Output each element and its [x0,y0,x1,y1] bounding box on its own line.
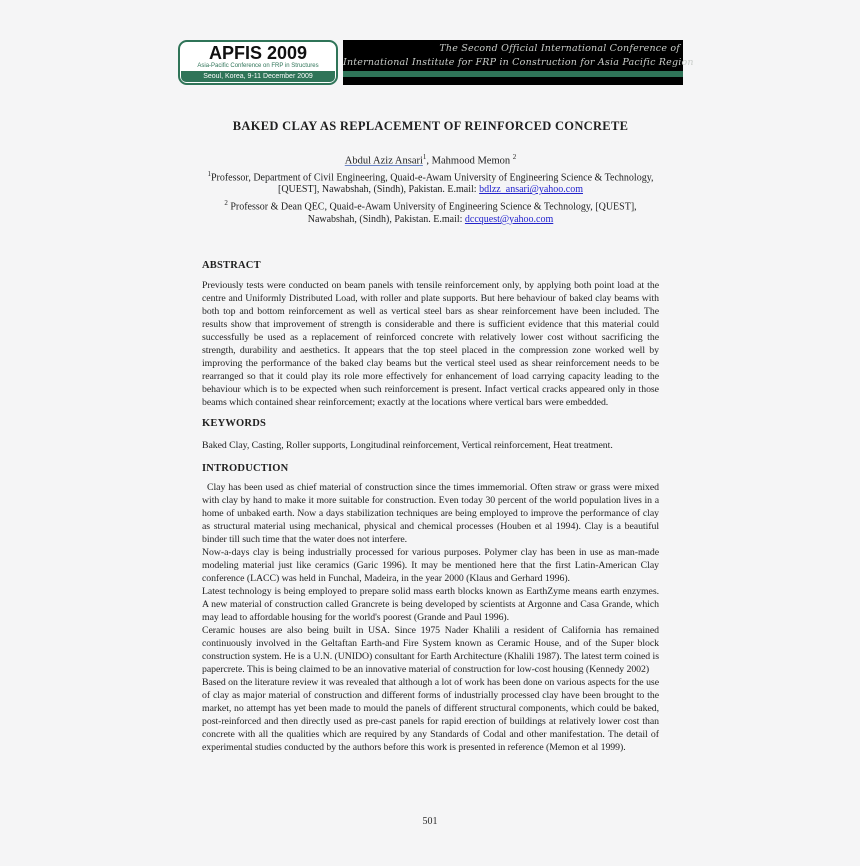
conference-banner-line1: The Second Official International Conference of [439,43,680,54]
keywords-list: Baked Clay, Casting, Roller supports, Longitudinal reinforcement, Vertical reinforcement, Heat treatment. [202,440,613,452]
introduction-paragraph-2: Now-a-days clay is being industrially processed for various purposes. Polymer clay has been in use as man-made modeling material just like ceramics (Garic 1996). It may be mentioned here that the first Latin-American Clay conference (LACC) was held in Funchal, Madeira, in the year 2000 (Klaus and Gerhard 1996). [202,547,659,585]
green-rule [343,71,683,77]
apfis-logo [178,40,338,85]
introduction-heading: INTRODUCTION [202,463,289,475]
introduction-paragraph-5: Based on the literature review it was revealed that although a lot of work has been done on various aspects for the use of clay as major material of construction and different forms of industrially processed clay have been brought to the market, no attempt has yet been made to mould the panels of different structural components, which could be baked, post-reinforced and then directly used as pre-cast panels for rapid erection of buildings at relatively lower cost than concrete with all the qualities which are required by any Standards of Codal and other manifestation. The detail of experimental studies conducted by the authors before this work is presented in reference (Memon et al 1999). [202,677,659,754]
author-1-superscript: 1 [422,153,427,161]
affiliation-2-email-link[interactable]: dccquest@yahoo.com [464,213,554,225]
paper-title: BAKED CLAY AS REPLACEMENT OF REINFORCED CONCRETE [232,119,629,133]
affiliation-1 [202,168,659,197]
introduction-paragraph-1: Clay has been used as chief material of construction since the times immemorial. Often straw or grass were mixed with clay by hand to make it more suitable for construction. Even today 30 percent of the world population lives in a home of unbaked earth. Now a days stabilization techniques are being employed to improve the performance of clay as structural material using mechanical, physical and chemical processes (Houben et al 1994). Clay is a beautiful binder till such time that the water does not interfere. [202,482,659,546]
logo-subtitle: Asia-Pacific Conference on FRP in Structures [197,62,319,69]
affiliation-2 [202,197,659,226]
introduction-paragraph-3: Latest technology is being employed to prepare solid mass earth blocks known as EarthZyme means earth enzymes. A new material of construction called Grancrete is being developed by scientists at Argonne and Casa Grande, which may lead to affordable housing for the world's poorest (Grande and Paul 1996). [202,586,659,624]
affiliation-1-superscript: 1 [207,169,211,178]
page-number: 501 [422,816,438,827]
author-line [202,151,659,168]
author-1-name: Abdul Aziz Ansari [344,155,423,167]
abstract-heading: ABSTRACT [202,260,261,272]
conference-banner-line2: International Institute for FRP in Construction for Asia Pacific Region [343,57,694,68]
affiliation-2-superscript: 2 [224,198,228,207]
conference-banner [343,40,694,85]
abstract-paragraph: Previously tests were conducted on beam panels with tensile reinforcement only, by applying both point load at the centre and Uniformly Distributed Load, with roller and plate supports. But here behaviour of baked clay beams with both top and bottom reinforcement as well as vertical steel bars as shear reinforcement have been included. The results show that improvement of strength is considerable and there is sufficient evidence that this material could successfully be used as a replacement of reinforced concrete with relatively lower cost without sacrificing the strength, durability and aesthetics. It appears that the top steel placed in the compression zone worked well by improving the performance of the baked clay beams but the vertical steel used as shear reinforcement needs to be rearranged so that it could play its role more effectively for enhancement of load carrying capacity leading to the behaviour which is to be expected when such reinforcement is present. Infact vertical cracks appeared only in those beams which contained shear reinforcement; exactly at the locations where vertical bars were embedded. [202,280,659,409]
author-2-superscript: 2 [512,153,517,161]
author-2-name: , Mahmood Memon [426,155,513,167]
introduction-paragraph-4: Ceramic houses are also being built in USA. Since 1975 Nader Khalili a resident of California has remained continuously involved in the Geltaftan Earth-and Fire System known as Ceramic House, and of the Super block construction system. He is a U.N. (UNIDO) consultant for Earth Architecture (Khalili 1987). The latest term coined is papercrete. This is being claimed to be an innovative material of construction for low-cost housing (Kennedy 2002) [202,625,659,676]
affiliation-2-text: Professor & Dean QEC, Quaid-e-Awam University of Engineering Science & Technology, [QUEST], Nawabshah, (Sindh), Pakistan. E.mail: [227,201,637,225]
logo-location-banner: Seoul, Korea, 9-11 December 2009 [181,71,335,82]
affiliation-1-text: Professor, Department of Civil Engineering, Quaid-e-Awam University of Engineering Science & Technology, [QUEST], Nawabshah, (Sindh), Pakistan. E.mail: [210,171,654,196]
logo-title: APFIS 2009 [208,43,308,63]
keywords-heading: KEYWORDS [202,418,267,430]
paper-content [202,119,659,754]
affiliation-1-email-link[interactable]: bdlzz_ansari@yahoo.com [479,184,583,196]
